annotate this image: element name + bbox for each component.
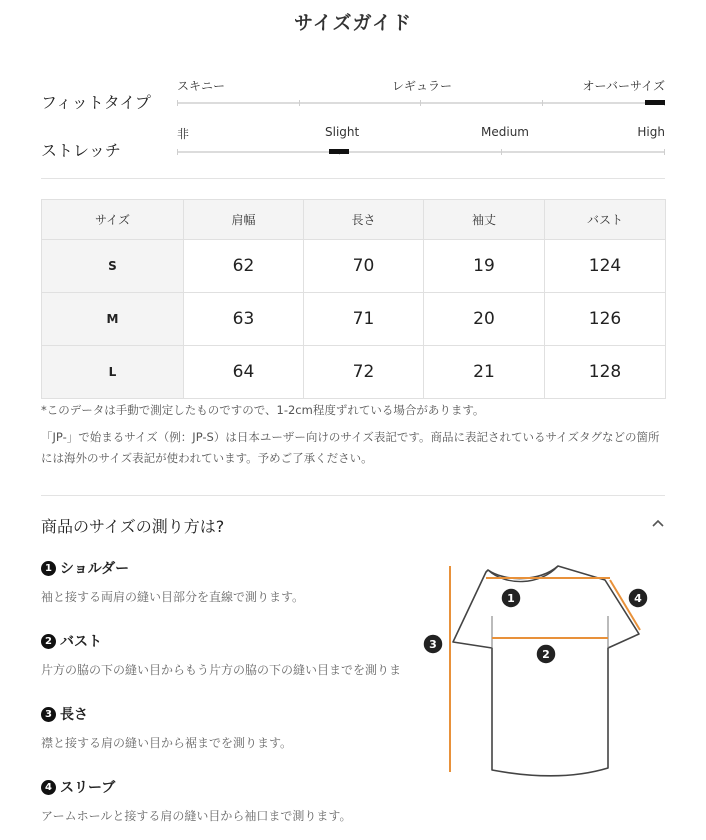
diagram-marker-label: 4 xyxy=(634,592,642,605)
chevron-up-icon[interactable] xyxy=(651,518,665,528)
fit-track-tick xyxy=(299,100,300,106)
table-row xyxy=(42,293,666,346)
fit-track-tick xyxy=(177,100,178,106)
measure-item-title: スリーブ xyxy=(60,780,116,796)
stretch-tick-medium: Medium xyxy=(481,125,529,139)
table-cell: 62 xyxy=(184,240,304,293)
measure-accordion-header[interactable] xyxy=(41,506,665,542)
number-badge: 1 xyxy=(41,561,56,576)
stretch-tick-high: High xyxy=(637,125,665,139)
fit-tick-skinny: スキニー xyxy=(177,79,226,93)
measure-item-title: ショルダー xyxy=(60,561,130,577)
fit-track-tick xyxy=(420,100,421,106)
table-cell: 124 xyxy=(545,240,666,293)
col-header-sleeve: 袖丈 xyxy=(424,200,545,240)
fit-type-label: フィットタイプ xyxy=(41,93,151,112)
table-cell: 71 xyxy=(304,293,424,346)
table-row xyxy=(42,346,666,399)
diagram-marker-3 xyxy=(423,634,443,654)
number-badge: 4 xyxy=(41,780,56,795)
diagram-marker-4 xyxy=(628,588,648,608)
stretch-tick-none: 非 xyxy=(177,127,190,141)
table-cell: 70 xyxy=(304,240,424,293)
size-table xyxy=(41,199,666,399)
table-row xyxy=(42,240,666,293)
stretch-track xyxy=(177,151,665,153)
table-cell: 64 xyxy=(184,346,304,399)
measure-section-title: 商品のサイズの測り方は? xyxy=(41,517,225,536)
diagram-marker-label: 1 xyxy=(507,592,515,605)
stretch-track-tick xyxy=(501,149,502,155)
stretch-selected-marker xyxy=(329,149,349,154)
measure-item-title: 長さ xyxy=(60,707,88,723)
measure-item-desc: 袖と接する両肩の縫い目部分を直線で測ります。 xyxy=(41,590,305,604)
size-cell: S xyxy=(42,240,184,293)
table-cell: 72 xyxy=(304,346,424,399)
table-cell: 128 xyxy=(545,346,666,399)
measure-item-desc: 襟と接する肩の縫い目から裾までを測ります。 xyxy=(41,736,293,750)
divider xyxy=(41,178,665,179)
measure-item-sleeve xyxy=(41,777,115,797)
stretch-track-tick xyxy=(664,149,665,155)
table-cell: 126 xyxy=(545,293,666,346)
fit-track xyxy=(177,102,665,104)
number-badge: 2 xyxy=(41,634,56,649)
col-header-size: サイズ xyxy=(42,200,184,240)
stretch-track-tick xyxy=(177,149,178,155)
tshirt-diagram xyxy=(420,556,660,786)
col-header-bust: バスト xyxy=(545,200,666,240)
size-cell: M xyxy=(42,293,184,346)
measure-item-title: バスト xyxy=(60,634,102,650)
measurement-note: *このデータは手動で測定したものですので、1-2cm程度ずれている場合があります。 xyxy=(41,403,485,417)
page-title: サイズガイド xyxy=(294,12,412,34)
measure-item-desc: アームホールと接する肩の縫い目から袖口まで測ります。 xyxy=(41,809,352,823)
fit-selected-marker xyxy=(645,100,665,105)
fit-tick-oversize: オーバーサイズ xyxy=(582,79,665,93)
table-cell: 63 xyxy=(184,293,304,346)
stretch-tick-slight: Slight xyxy=(325,125,360,139)
measure-item-bust xyxy=(41,631,102,651)
number-badge: 3 xyxy=(41,707,56,722)
diagram-marker-2 xyxy=(536,644,556,664)
diagram-marker-label: 3 xyxy=(429,638,437,651)
measure-item-shoulder xyxy=(41,558,129,578)
table-cell: 20 xyxy=(424,293,545,346)
tshirt-icon xyxy=(453,566,639,776)
measure-item-desc: 片方の脇の下の縫い目からもう片方の脇の下の縫い目までを測りま xyxy=(41,663,402,677)
size-label-note: 「JP-」で始まるサイズ（例：JP-S）は日本ユーザー向けのサイズ表記です。商品に表記されているサイズタグなどの箇所には海外のサイズ表記が使われています。予めご了承ください。 xyxy=(41,430,660,465)
fit-track-tick xyxy=(542,100,543,106)
stretch-label: ストレッチ xyxy=(41,141,121,160)
fit-tick-regular: レギュラー xyxy=(392,79,453,93)
col-header-shoulder: 肩幅 xyxy=(184,200,304,240)
size-cell: L xyxy=(42,346,184,399)
divider xyxy=(41,495,665,496)
measure-item-length xyxy=(41,704,88,724)
col-header-length: 長さ xyxy=(304,200,424,240)
table-header-row xyxy=(42,200,666,240)
table-cell: 21 xyxy=(424,346,545,399)
table-cell: 19 xyxy=(424,240,545,293)
diagram-marker-1 xyxy=(501,588,521,608)
diagram-marker-label: 2 xyxy=(542,648,550,661)
